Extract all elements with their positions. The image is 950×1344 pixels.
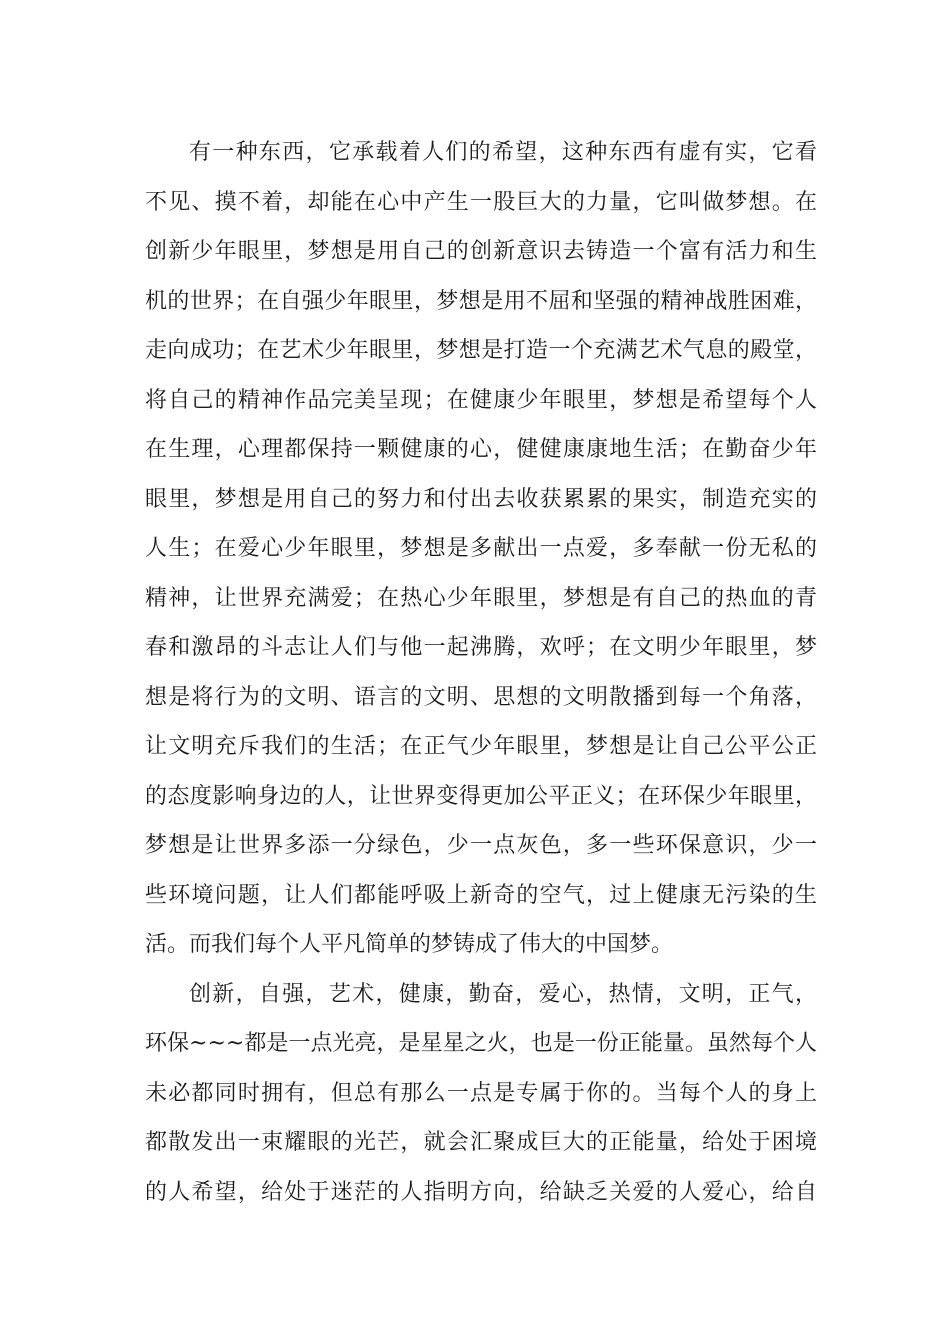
paragraph-1 [145,128,817,970]
document-body [145,128,817,1217]
text-line: 春和激昂的斗志让人们与他一起沸腾，欢呼；在文明少年眼里，梦 [145,635,817,660]
text-line: 有一种东西，它承载着人们的希望，这种东西有虚有实，它看 [189,140,817,165]
text-line: 在生理，心理都保持一颗健康的心，健健康康地生活；在勤奋少年 [145,437,817,462]
text-line: 不见、摸不着，却能在心中产生一股巨大的力量，它叫做梦想。在 [145,189,817,215]
text-line: 机的世界；在自强少年眼里，梦想是用不屈和坚强的精神战胜困难， [145,288,817,314]
text-line: 将自己的精神作品完美呈现；在健康少年眼里，梦想是希望每个人 [145,387,817,413]
text-line: 让文明充斥我们的生活；在正气少年眼里，梦想是让自己公平公正 [145,734,817,759]
paragraph-2 [145,970,817,1218]
text-line: 的态度影响身边的人，让世界变得更加公平正义；在环保少年眼里， [145,783,817,809]
text-line: 走向成功；在艺术少年眼里，梦想是打造一个充满艺术气息的殿堂， [145,338,817,363]
text-line: 的人希望，给处于迷茫的人指明方向，给缺乏关爱的人爱心，给自 [145,1179,817,1205]
text-line: 想是将行为的文明、语言的文明、思想的文明散播到每一个角落， [145,684,817,710]
text-line: 都散发出一束耀眼的光芒，就会汇聚成巨大的正能量，给处于困境 [145,1130,817,1155]
text-line: 些环境问题，让人们都能呼吸上新奇的空气，过上健康无污染的生 [145,882,817,908]
text-line: 眼里，梦想是用自己的努力和付出去收获累累的果实，制造充实的 [145,486,817,512]
text-line: 活。而我们每个人平凡简单的梦铸成了伟大的中国梦。 [145,932,674,957]
text-line: 环保~~~都是一点光亮，是星星之火，也是一份正能量。虽然每个人 [145,1031,817,1056]
text-line: 梦想是让世界多添一分绿色，少一点灰色，多一些环保意识，少一 [145,833,817,858]
text-line: 创新少年眼里，梦想是用自己的创新意识去铸造一个富有活力和生 [145,239,817,264]
text-line: 精神，让世界充满爱；在热心少年眼里，梦想是有自己的热血的青 [145,585,817,611]
text-line: 未必都同时拥有，但总有那么一点是专属于你的。当每个人的身上 [145,1080,817,1106]
text-line: 人生；在爱心少年眼里，梦想是多献出一点爱，多奉献一份无私的 [145,536,817,561]
text-line: 创新，自强，艺术，健康，勤奋，爱心，热情，文明，正气， [189,981,817,1007]
